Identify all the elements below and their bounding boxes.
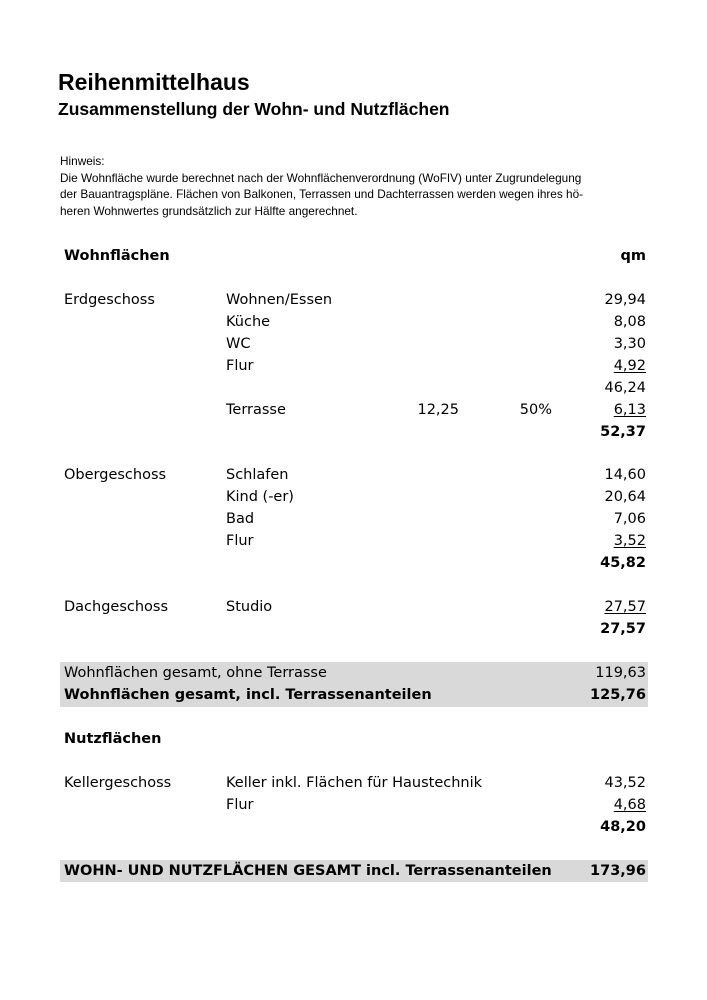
note-label: Hinweis: <box>60 154 105 168</box>
sum-with-terrace-value: 125,76 <box>590 687 646 703</box>
room-name: Küche <box>226 314 271 330</box>
room-value: 43,52 <box>604 775 646 791</box>
floor-label-dachgeschoss: Dachgeschoss <box>64 599 169 615</box>
room-name: Keller inkl. Flächen für Haustechnik <box>226 775 483 791</box>
sum-without-terrace-label: Wohnflächen gesamt, ohne Terrasse <box>64 665 327 681</box>
floor-total: 48,20 <box>600 819 646 835</box>
room-value: 7,06 <box>613 511 646 527</box>
room-value: 14,60 <box>604 467 646 483</box>
room-name: Flur <box>226 533 254 549</box>
floor-label-erdgeschoss: Erdgeschoss <box>64 292 155 308</box>
unit-label: qm <box>620 248 646 264</box>
room-value: 3,52 <box>613 533 646 549</box>
terrace-name: Terrasse <box>226 402 286 418</box>
room-value: 8,08 <box>613 314 646 330</box>
floor-total: 52,37 <box>600 424 646 440</box>
page-subtitle: Zusammenstellung der Wohn- und Nutzflächen <box>58 99 450 119</box>
note-line: heren Wohnwertes grundsätzlich zur Hälfte angerechnet. <box>60 203 358 218</box>
room-name: Schlafen <box>226 467 289 483</box>
note-line: der Bauantragspläne. Flächen von Balkonen, Terrassen und Dachterrassen werden wegen ihres hö- <box>60 187 584 201</box>
note-block <box>60 153 660 219</box>
subtotal-value: 46,24 <box>604 380 646 396</box>
sum-with-terrace-label: Wohnflächen gesamt, incl. Terrassenanteilen <box>64 687 432 703</box>
terrace-area: 12,25 <box>417 402 459 418</box>
floor-label-kellergeschoss: Kellergeschoss <box>64 775 172 791</box>
room-value: 20,64 <box>604 489 646 505</box>
grand-total-label: WOHN- UND NUTZFLÄCHEN GESAMT incl. Terrassenanteilen <box>64 863 552 879</box>
grand-total-value: 173,96 <box>590 863 646 879</box>
room-name: Flur <box>226 797 254 813</box>
page-title: Reihenmittelhaus <box>58 69 250 95</box>
terrace-value: 6,13 <box>613 402 646 418</box>
room-name: Kind (-er) <box>226 489 294 505</box>
room-value: 29,94 <box>604 292 646 308</box>
room-value: 4,68 <box>613 797 646 813</box>
sum-without-terrace-value: 119,63 <box>595 665 646 681</box>
room-name: Bad <box>226 511 255 527</box>
wohnflaechen-heading: Wohnflächen <box>64 248 170 264</box>
room-name: Flur <box>226 358 254 374</box>
floor-total: 27,57 <box>600 621 646 637</box>
nutzflaechen-heading: Nutzflächen <box>64 731 162 747</box>
floor-label-obergeschoss: Obergeschoss <box>64 467 167 483</box>
note-line: Die Wohnfläche wurde berechnet nach der Wohnflächenverordnung (WoFIV) unter Zugrundelegung <box>60 170 582 185</box>
room-value: 27,57 <box>604 599 646 615</box>
room-name: Studio <box>226 599 273 615</box>
terrace-percent: 50% <box>519 402 552 418</box>
room-name: WC <box>226 336 251 352</box>
room-value: 4,92 <box>613 358 646 374</box>
floor-total: 45,82 <box>600 555 646 571</box>
room-value: 3,30 <box>613 336 646 352</box>
room-name: Wohnen/Essen <box>226 292 333 308</box>
